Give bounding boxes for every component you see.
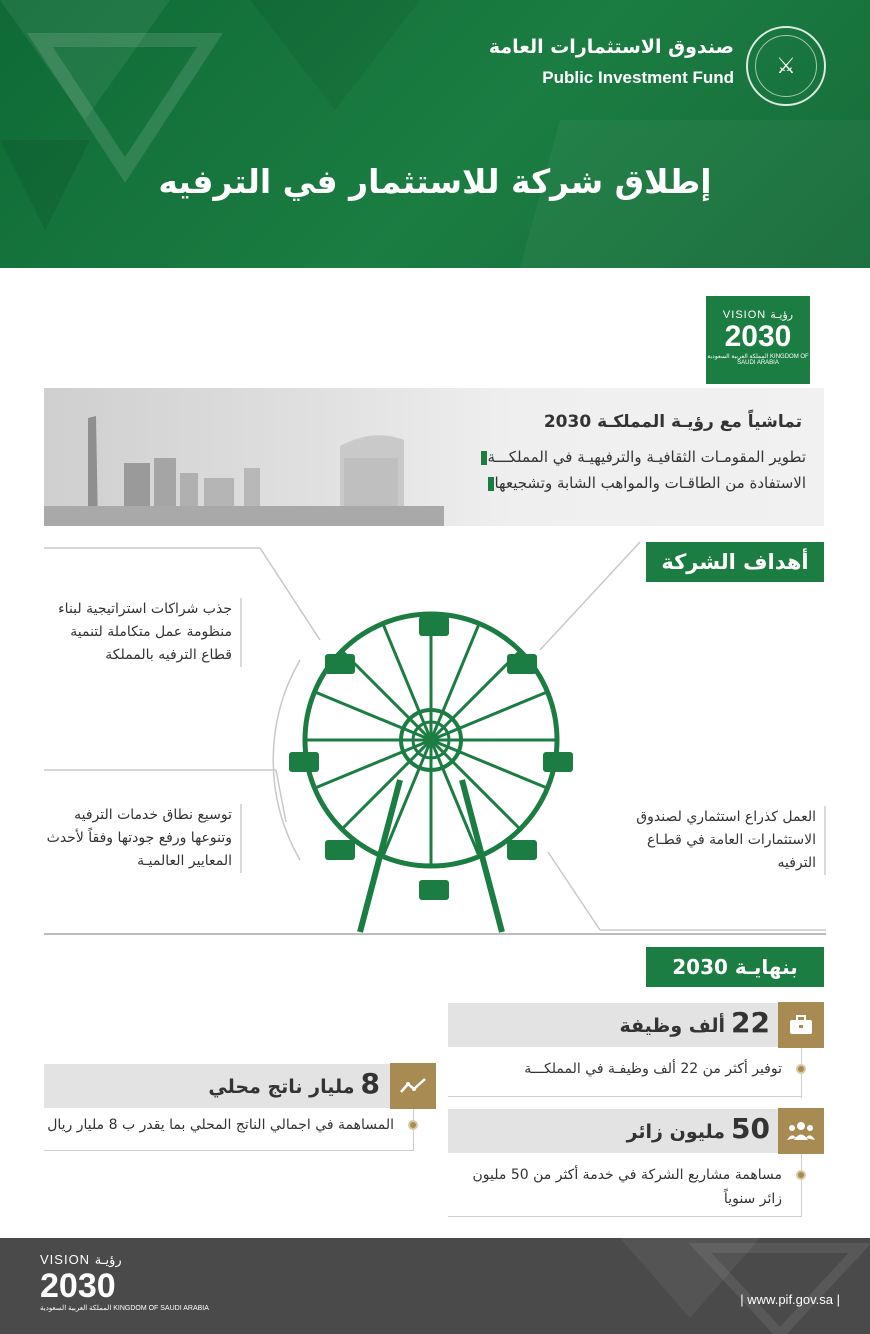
footer-vision-label: VISION رؤيـة — [40, 1252, 122, 1267]
page-title: إطلاق شركة للاستثمار في الترفيه — [158, 162, 712, 201]
stat-desc-gdp: المساهمة في اجمالي الناتج المحلي بما يقدر ب 8 مليار ريال — [47, 1117, 394, 1133]
briefcase-icon — [778, 1002, 824, 1048]
header-banner — [0, 0, 870, 268]
stat-unit: مليار ناتج محلي — [208, 1076, 355, 1098]
vision-label: VISION رؤيـة — [722, 309, 794, 321]
vision-item — [480, 474, 806, 492]
divider-line — [44, 1150, 414, 1151]
divider-line — [448, 1216, 802, 1217]
stat-title-gdp — [208, 1067, 380, 1100]
vision-year: 2030 — [724, 320, 792, 353]
palm-swords-icon: ⚔ — [755, 35, 817, 97]
connector-dot — [796, 1170, 806, 1180]
connector-line — [801, 1154, 802, 1216]
footer-website-link[interactable]: | www.pif.gov.sa | — [740, 1292, 840, 1307]
stat-number: 50 — [731, 1112, 770, 1145]
goal-item: جذب شراكات استراتيجية لبناء منظومة عمل متكاملة لتنمية قطاع الترفيه بالمملكة — [40, 598, 242, 667]
stat-desc-jobs: توفير أكثر من 22 ألف وظيفـة في المملكـــة — [524, 1061, 782, 1077]
footer-vision-sub: المملكة العربية السعودية KINGDOM OF SAUDI ARABIA — [40, 1305, 209, 1312]
vision-item-text: الاستفادة من الطاقـات والمواهب الشابة وتشجيعها — [494, 474, 806, 492]
footer — [0, 1238, 870, 1334]
city-skyline-image — [44, 388, 444, 526]
stat-number: 22 — [731, 1006, 770, 1039]
stat-title-jobs — [619, 1006, 770, 1039]
vision-item — [473, 448, 806, 466]
chart-line-icon — [390, 1063, 436, 1109]
footer-vision-logo — [40, 1252, 209, 1312]
stat-title-visitors — [627, 1112, 770, 1145]
stat-number: 8 — [360, 1067, 380, 1100]
end-2030-label: بنهايـة 2030 — [646, 947, 824, 987]
divider-line — [448, 1096, 802, 1097]
stat-unit: مليون زائر — [626, 1121, 726, 1143]
goals-label: أهداف الشركة — [646, 542, 824, 582]
pif-seal-logo — [746, 26, 826, 106]
vision-section-title: تماشياً مع رؤيـة المملكـة 2030 — [543, 412, 802, 432]
org-name-english: Public Investment Fund — [542, 68, 734, 87]
vision-item-text: تطوير المقومـات الثقافيـة والترفيهيـة في المملكـــة — [487, 448, 806, 466]
vision-sub: المملكة العربية السعودية KINGDOM OF SAUDI ARABIA — [707, 354, 809, 366]
goal-item: العمل كذراع استثماري لصندوق الاستثمارات العامة في قطـاع الترفيه — [612, 806, 826, 875]
people-icon — [778, 1108, 824, 1154]
connector-dot — [408, 1120, 418, 1130]
stat-desc-visitors: مساهمة مشاريع الشركة في خدمة أكثر من 50 مليون زائر سنوياً — [472, 1167, 782, 1207]
header-pattern — [0, 0, 870, 268]
vision-2030-badge — [706, 296, 810, 384]
footer-vision-year: 2030 — [40, 1267, 116, 1305]
vision-section — [44, 388, 824, 526]
ferris-wheel-illustration — [0, 530, 870, 950]
org-name-arabic: صندوق الاستثمارات العامة — [488, 36, 734, 58]
connector-line — [413, 1109, 414, 1151]
connector-dot — [796, 1064, 806, 1074]
goal-item: توسيع نطاق خدمات الترفيه وتنوعها ورفع جودتها وفقاً لأحدث المعايير العالميـة — [40, 804, 242, 873]
stat-unit: ألف وظيفة — [619, 1015, 726, 1037]
